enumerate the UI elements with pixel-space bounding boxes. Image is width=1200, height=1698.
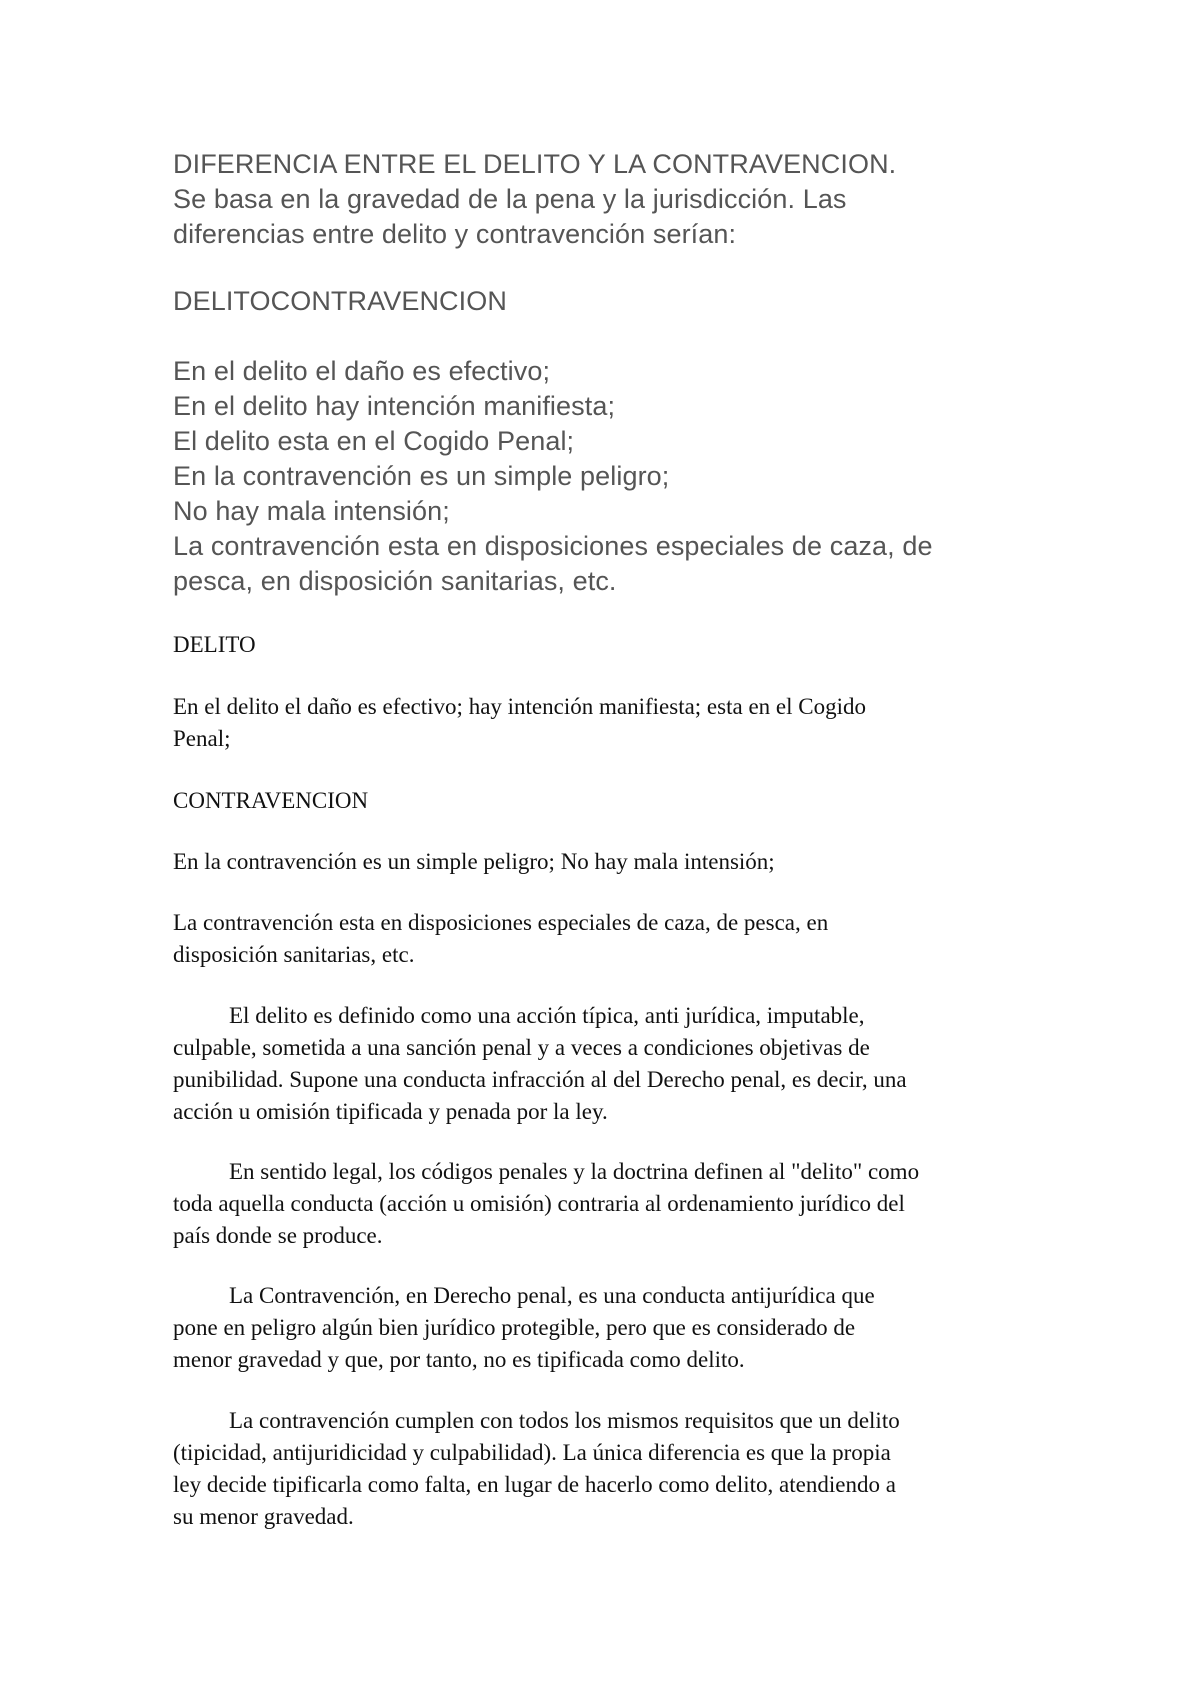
paragraph-line: La Contravención, en Derecho penal, es una conducta antijurídica que xyxy=(229,1283,875,1308)
comparison-list xyxy=(173,354,1073,599)
list-item: En la contravención es un simple peligro; xyxy=(173,461,670,491)
table-header-text: DELITOCONTRAVENCION xyxy=(173,286,507,316)
table-header xyxy=(173,284,1073,319)
text-line: En el delito el daño es efectivo; hay intención manifiesta; esta en el Cogido xyxy=(173,694,866,719)
paragraph-line: (tipicidad, antijuridicidad y culpabilidad). La única diferencia es que la propia xyxy=(173,1440,891,1465)
text-line: La contravención esta en disposiciones especiales de caza, de pesca, en xyxy=(173,910,829,935)
paragraph-line: En sentido legal, los códigos penales y la doctrina definen al "delito" como xyxy=(229,1159,920,1184)
paragraph-3 xyxy=(173,1280,1053,1376)
paragraph-line: punibilidad. Supone una conducta infracción al del Derecho penal, es decir, una xyxy=(173,1067,907,1092)
paragraph-line: país donde se produce. xyxy=(173,1223,383,1248)
text-line: En la contravención es un simple peligro; No hay mala intensión; xyxy=(173,849,775,874)
paragraph-line: ley decide tipificarla como falta, en lugar de hacerlo como delito, atendiendo a xyxy=(173,1472,896,1497)
list-item: La contravención esta en disposiciones especiales de caza, de xyxy=(173,531,933,561)
contravencion-text-2 xyxy=(173,907,1053,971)
paragraph-line: pone en peligro algún bien jurídico protegible, pero que es considerado de xyxy=(173,1315,856,1340)
paragraph-line: su menor gravedad. xyxy=(173,1504,354,1529)
intro-section xyxy=(173,147,1073,252)
paragraph-line: toda aquella conducta (acción u omisión) contraria al ordenamiento jurídico del xyxy=(173,1191,905,1216)
paragraph-line: acción u omisión tipificada y penada por la ley. xyxy=(173,1099,608,1124)
paragraph-4 xyxy=(173,1405,1053,1533)
paragraph-1 xyxy=(173,1000,1053,1128)
paragraph-line: culpable, sometida a una sanción penal y a veces a condiciones objetivas de xyxy=(173,1035,870,1060)
paragraph-2 xyxy=(173,1156,1053,1252)
contravencion-heading-text: CONTRAVENCION xyxy=(173,788,369,813)
list-item: El delito esta en el Cogido Penal; xyxy=(173,426,575,456)
paragraph-line: menor gravedad y que, por tanto, no es tipificada como delito. xyxy=(173,1347,745,1372)
paragraph-line: El delito es definido como una acción típica, anti jurídica, imputable, xyxy=(229,1003,865,1028)
list-item: En el delito el daño es efectivo; xyxy=(173,356,551,386)
delito-heading xyxy=(173,629,1053,661)
text-line: Penal; xyxy=(173,726,231,751)
contravencion-heading xyxy=(173,785,1053,817)
delito-heading-text: DELITO xyxy=(173,632,256,657)
paragraph-line: La contravención cumplen con todos los mismos requisitos que un delito xyxy=(229,1408,900,1433)
delito-text xyxy=(173,691,1053,755)
intro-line: Se basa en la gravedad de la pena y la jurisdicción. Las xyxy=(173,184,847,214)
list-item: pesca, en disposición sanitarias, etc. xyxy=(173,566,617,596)
list-item: En el delito hay intención manifiesta; xyxy=(173,391,616,421)
text-line: disposición sanitarias, etc. xyxy=(173,942,415,967)
document-title: DIFERENCIA ENTRE EL DELITO Y LA CONTRAVENCION. xyxy=(173,149,897,179)
intro-line: diferencias entre delito y contravención serían: xyxy=(173,219,737,249)
contravencion-text-1 xyxy=(173,846,1053,878)
list-item: No hay mala intensión; xyxy=(173,496,450,526)
